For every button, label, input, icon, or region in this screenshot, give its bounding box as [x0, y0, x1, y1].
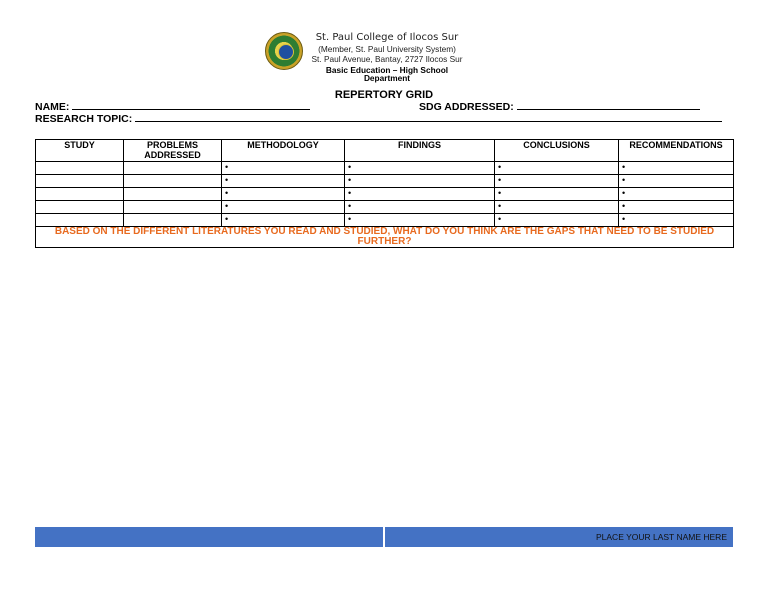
- findings-bullet[interactable]: •: [345, 214, 495, 227]
- school-seal-logo: [265, 32, 303, 70]
- sdg-label: SDG ADDRESSED:: [419, 101, 514, 113]
- sdg-field[interactable]: [419, 101, 700, 113]
- conclusions-bullet[interactable]: •: [495, 201, 619, 214]
- problems-cell[interactable]: [124, 201, 222, 214]
- recommendations-bullet[interactable]: •: [619, 188, 734, 201]
- school-info: [302, 33, 472, 82]
- conclusions-bullet[interactable]: •: [495, 175, 619, 188]
- document-title: REPERTORY GRID: [334, 89, 434, 101]
- college-address: St. Paul Avenue, Bantay, 2727 Ilocos Sur: [311, 54, 463, 65]
- college-name: St. Paul College of Ilocos Sur: [315, 32, 459, 43]
- methodology-bullet[interactable]: •: [222, 201, 345, 214]
- conclusions-bullet[interactable]: •: [495, 214, 619, 227]
- name-label: NAME:: [35, 101, 70, 113]
- name-field[interactable]: [35, 101, 310, 113]
- table-header-row: [36, 140, 734, 162]
- footer-last-name-placeholder[interactable]: PLACE YOUR LAST NAME HERE: [385, 527, 733, 547]
- column-header-findings: FINDINGS: [345, 140, 495, 162]
- school-header: [262, 30, 512, 83]
- seal-center-emblem: [278, 44, 294, 60]
- conclusions-bullet[interactable]: •: [495, 188, 619, 201]
- conclusions-bullet[interactable]: •: [495, 162, 619, 175]
- column-header-problems-addressed: PROBLEMS ADDRESSED: [124, 140, 222, 162]
- research-topic-field[interactable]: [35, 113, 722, 125]
- page-footer: [35, 527, 733, 547]
- repertory-grid-table: [35, 139, 734, 248]
- findings-bullet[interactable]: •: [345, 188, 495, 201]
- recommendations-bullet[interactable]: •: [619, 175, 734, 188]
- research-gap-row: [36, 227, 734, 248]
- recommendations-bullet[interactable]: •: [619, 162, 734, 175]
- table-row: [36, 175, 734, 188]
- findings-bullet[interactable]: •: [345, 175, 495, 188]
- problems-cell[interactable]: [124, 175, 222, 188]
- footer-left-bar: [35, 527, 383, 547]
- study-cell[interactable]: [36, 188, 124, 201]
- methodology-bullet[interactable]: •: [222, 188, 345, 201]
- problems-cell[interactable]: [124, 214, 222, 227]
- college-membership: (Member, St. Paul University System): [318, 44, 456, 54]
- findings-bullet[interactable]: •: [345, 201, 495, 214]
- study-cell[interactable]: [36, 201, 124, 214]
- methodology-bullet[interactable]: •: [222, 214, 345, 227]
- methodology-bullet[interactable]: •: [222, 162, 345, 175]
- column-header-recommendations: RECOMMENDATIONS: [619, 140, 734, 162]
- table-row: [36, 188, 734, 201]
- column-header-methodology: METHODOLOGY: [222, 140, 345, 162]
- research-topic-blank-line[interactable]: [135, 113, 722, 122]
- column-header-study: STUDY: [36, 140, 124, 162]
- problems-cell[interactable]: [124, 162, 222, 175]
- recommendations-bullet[interactable]: •: [619, 214, 734, 227]
- table-row: [36, 201, 734, 214]
- methodology-bullet[interactable]: •: [222, 175, 345, 188]
- findings-bullet[interactable]: •: [345, 162, 495, 175]
- study-cell[interactable]: [36, 175, 124, 188]
- study-cell[interactable]: [36, 162, 124, 175]
- column-header-conclusions: CONCLUSIONS: [495, 140, 619, 162]
- name-blank-line[interactable]: [72, 101, 310, 110]
- table-row: [36, 214, 734, 227]
- research-topic-label: RESEARCH TOPIC:: [35, 113, 133, 125]
- recommendations-bullet[interactable]: •: [619, 201, 734, 214]
- table-row: [36, 162, 734, 175]
- sdg-blank-line[interactable]: [517, 101, 700, 110]
- research-gap-question[interactable]: BASED ON THE DIFFERENT LITERATURES YOU READ AND STUDIED, WHAT DO YOU THINK ARE THE GAPS THAT NEED TO BE STUDIED FURTHER?: [36, 227, 734, 248]
- problems-cell[interactable]: [124, 188, 222, 201]
- study-cell[interactable]: [36, 214, 124, 227]
- department-name: Basic Education – High School Department: [325, 64, 449, 83]
